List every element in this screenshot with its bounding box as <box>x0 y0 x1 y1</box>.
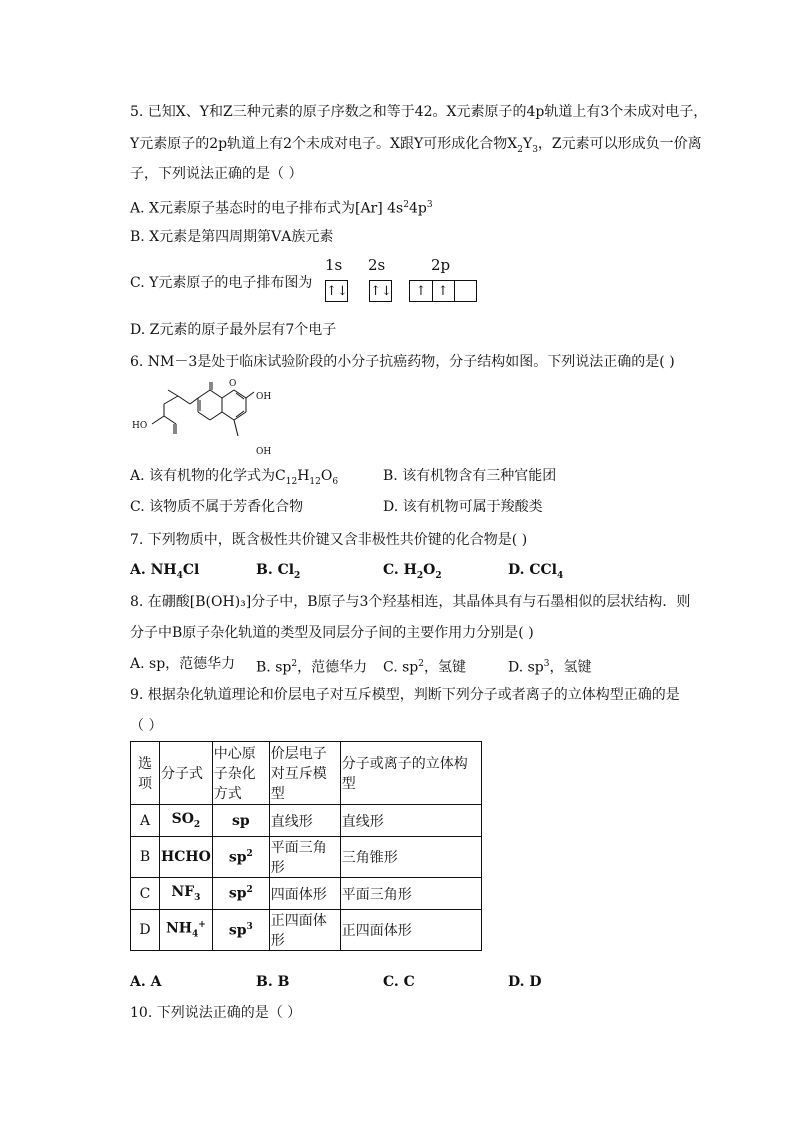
table-header-cell: 中心原子杂化方式 <box>212 742 269 805</box>
table-cell-formula: HCHO <box>160 837 213 878</box>
table-cell-option: A <box>131 805 160 837</box>
q9-stem-line2: （ ） <box>130 718 163 734</box>
q8-option-c: C. $sp^2$，氢键 <box>383 659 466 676</box>
arrow-up-icon: ↑ <box>432 281 455 301</box>
molecule-label-oh-bottom: OH <box>256 447 272 457</box>
orbital-box-1s <box>325 280 348 302</box>
table-cell-shape: 直线形 <box>340 805 481 837</box>
molecule-label-ho: HO <box>132 421 148 431</box>
q5-option-a: A. X元素原子基态时的电子排布式为[Ar] $4s^24p^3$ <box>130 200 433 217</box>
arrow-up-icon: ↑ <box>410 281 433 301</box>
q9-option-a: A. A <box>130 974 162 990</box>
table-row <box>131 910 482 951</box>
table-cell-hybridization: $sp^2$ <box>212 878 269 910</box>
empty-orbital <box>454 281 476 301</box>
q9-stem-line1: 9. 根据杂化轨道理论和价层电子对互斥模型，判断下列分子或者离子的立体构型正确的是 <box>130 687 680 703</box>
q8-stem-line2: 分子中B原子杂化轨道的类型及同层分子间的主要作用力分别是( ) <box>130 625 534 641</box>
table-header-row <box>131 742 482 805</box>
table-cell-shape: 正四面体形 <box>340 910 481 951</box>
q6-option-b: B. 该有机物含有三种官能团 <box>383 468 557 484</box>
table-header-cell: 选项 <box>131 742 160 805</box>
q6-option-c: C. 该物质不属于芳香化合物 <box>130 499 304 515</box>
table-cell-hybridization: $sp^2$ <box>212 837 269 878</box>
orbital-label-2s: 2s <box>368 256 386 274</box>
orbital-label-1s: 1s <box>325 256 343 274</box>
arrow-pair-icon: ↑↓ <box>370 283 392 299</box>
table-cell-vsepr: 四面体形 <box>269 878 340 910</box>
q10-stem: 10. 下列说法正确的是（ ） <box>130 1005 302 1021</box>
q5-stem-line2: Y元素原子的2p轨道上有2个未成对电子。X跟Y可形成化合物$X_2Y_3$，Z元素可以形成负一价离 <box>130 136 702 155</box>
orbital-box-2s <box>369 280 392 302</box>
q5-stem-line1: 5. 已知X、Y和Z三种元素的原子序数之和等于42。X元素原子的4p轨道上有3个未成对电子， <box>130 104 708 120</box>
q9-option-c: C. C <box>383 974 415 990</box>
q6-stem: 6. NM－3是处于临床试验阶段的小分子抗癌药物，分子结构如图。下列说法正确的是( ) <box>130 354 675 370</box>
table-cell-shape: 三角锥形 <box>340 837 481 878</box>
orbital-box-2p <box>409 280 477 302</box>
table-cell-hybridization: sp <box>212 805 269 837</box>
q7-option-c: C. $H_2O_2$ <box>383 562 442 581</box>
table-cell-option: D <box>131 910 160 951</box>
table-cell-option: B <box>131 837 160 878</box>
table-row <box>131 878 482 910</box>
q8-stem-line1: 8. 在硼酸[B(OH)₃]分子中，B原子与3个羟基相连，其晶体具有与石墨相似的层状结构．则 <box>130 594 691 610</box>
table-cell-formula: $SO_2$ <box>160 805 213 837</box>
q5-stem-line3: 子，下列说法正确的是（ ） <box>130 166 303 182</box>
table-cell-shape: 平面三角形 <box>340 878 481 910</box>
molecule-structure <box>130 376 280 460</box>
q7-option-a: A. $NH_4Cl$ <box>130 562 200 581</box>
table-cell-vsepr: 直线形 <box>269 805 340 837</box>
table-cell-formula: $NF_3$ <box>160 878 213 910</box>
table-header-cell: 分子或离子的立体构型 <box>340 742 481 805</box>
q6-option-d: D. 该有机物可属于羧酸类 <box>383 499 543 515</box>
table-cell-hybridization: $sp^3$ <box>212 910 269 951</box>
table-cell-option: C <box>131 878 160 910</box>
q8-option-a: A. sp，范德华力 <box>130 656 236 672</box>
q8-option-d: D. $sp^3$，氢键 <box>508 659 592 676</box>
table-cell-formula: $NH_4^+$ <box>160 910 213 951</box>
table-header-cell: 分子式 <box>160 742 213 805</box>
q9-table <box>130 741 482 951</box>
table-row <box>131 837 482 878</box>
table-row <box>131 805 482 837</box>
table-cell-vsepr: 平面三角形 <box>269 837 340 878</box>
q6-option-a: A. 该有机物的化学式为$C_{12}H_{12}O_6$ <box>130 468 339 487</box>
q9-option-b: B. B <box>256 974 290 990</box>
molecule-label-o: O <box>229 379 237 389</box>
q5-option-c: C. Y元素原子的电子排布图为 <box>130 275 313 291</box>
q7-option-d: D. CCl$_4$ <box>508 562 564 581</box>
table-cell-vsepr: 正四面体形 <box>269 910 340 951</box>
arrow-pair-icon: ↑↓ <box>326 283 348 299</box>
q7-option-b: B. $Cl_2$ <box>256 562 301 581</box>
q5-option-b: B. X元素是第四周期第ⅤA族元素 <box>130 229 334 245</box>
table-header-cell: 价层电子对互斥模型 <box>269 742 340 805</box>
orbital-label-2p: 2p <box>431 256 451 274</box>
q8-option-b: B. $sp^2$，范德华力 <box>256 659 368 676</box>
molecule-label-oh-top: OH <box>256 392 272 402</box>
q7-stem: 7. 下列物质中，既含极性共价键又含非极性共价键的化合物是( ) <box>130 532 528 548</box>
q5-option-d: D. Z元素的原子最外层有7个电子 <box>130 322 337 338</box>
q9-option-d: D. D <box>508 974 542 990</box>
